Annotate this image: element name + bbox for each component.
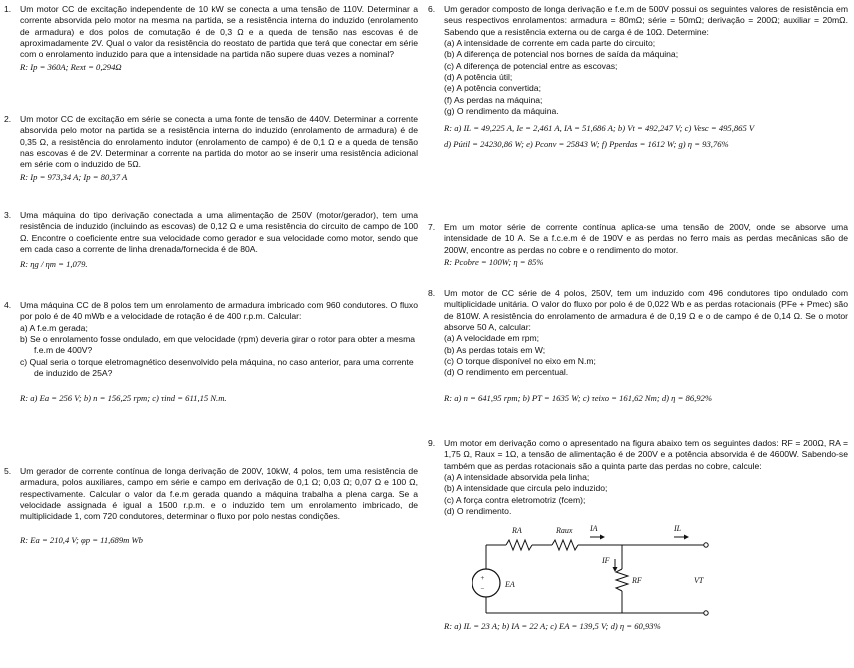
- list-item: (a) A intensidade de corrente em cada parte do circuito;: [444, 38, 656, 49]
- list-item: a) A f.e.m gerada;: [20, 322, 88, 333]
- problem-answer: R: Pcobre = 100W; η = 85%: [444, 257, 544, 268]
- problem-number: 4.: [4, 300, 12, 310]
- label-vt: VT: [694, 576, 704, 586]
- armature-generator-symbol: [472, 569, 500, 597]
- arrowhead: [684, 535, 689, 540]
- list-item: (d) O rendimento em percentual.: [444, 367, 569, 378]
- resistor-rf: [616, 569, 628, 591]
- label-il: IL: [674, 524, 682, 534]
- problem-answer: R: Ea = 210,4 V; φp = 11,689m Wb: [20, 534, 143, 545]
- list-item: (c) A força contra eletromotriz (fcem);: [444, 494, 586, 505]
- shunt-motor-circuit-diagram: [472, 517, 732, 621]
- problem-items: [20, 323, 418, 380]
- problem-number: 7.: [428, 222, 436, 232]
- problem-answer: R: a) Ea = 256 V; b) n = 156,25 rpm; c) τind = 611,15 N.m.: [20, 393, 227, 404]
- list-item: (e) A potência convertida;: [444, 83, 541, 94]
- problem-8: [428, 288, 848, 404]
- label-ea: EA: [505, 580, 515, 590]
- problem-answer: [444, 123, 848, 150]
- list-item: (c) O torque disponível no eixo em N.m;: [444, 356, 596, 367]
- problem-items: [444, 38, 848, 117]
- problem-number: 6.: [428, 4, 436, 14]
- arrowhead: [600, 535, 605, 540]
- problem-number: 3.: [4, 210, 12, 220]
- problem-text: Uma máquina CC de 8 polos tem um enrolamento de armadura imbricado com 960 condutores. O fluxo por polo é de 40 mWb e a velocidade de rotação é de 400 r.p.m. Calcular:: [20, 300, 418, 322]
- answer-line: R: a) IL = 49,225 A, Ie = 2,461 A, IA = 51,686 A; b) Vt = 492,247 V; c) Vesc = 495,865 V: [444, 123, 755, 134]
- list-item: (g) O rendimento da máquina.: [444, 106, 559, 117]
- problem-number: 1.: [4, 4, 12, 14]
- label-raux: Raux: [556, 526, 573, 536]
- problem-answer: R: Ip = 973,34 A; Ip = 80,37 A: [20, 171, 128, 182]
- problem-text: Um motor CC de excitação independente de 10 kW se conecta a uma tensão de 110V. Determinar a corrente absorvida pelo motor na mesma na partida, se a resistência interna do induzido (enrolamento de armadura) e dos polos de comutação é de 0,3 Ω e a queda de tensão nas escovas é de aproximadamente 2V. Qual o valor da resistência do reostato de partida que terá que conectar em série com o enrolamento induzido para que a intensidade na partida não supere duas vezes a nominal?: [20, 4, 418, 60]
- problem-5: [4, 466, 418, 546]
- list-item: (d) A potência útil;: [444, 72, 513, 83]
- problem-items: [444, 333, 848, 378]
- svg-text:−: −: [480, 585, 485, 594]
- label-ia: IA: [590, 524, 598, 534]
- terminal-top: [704, 543, 708, 547]
- answer-line: d) Pútil = 24230,86 W; e) Pconv = 25843 W; f) Pperdas = 1612 W; g) η = 93,76%: [444, 138, 729, 149]
- problem-7: [428, 222, 848, 268]
- list-item: (a) A intensidade absorvida pela linha;: [444, 472, 590, 483]
- problem-text: Um gerador composto de longa derivação e f.e.m de 500V possui os seguintes valores de resistência em seus respectivos enrolamentos: armadura = 80mΩ; série = 50mΩ; derivação = 200Ω; auxiliar = 20mΩ. Sabendo que a resistência externa ou de carga é de 10Ω. Determine:: [444, 4, 848, 37]
- problem-number: 9.: [428, 438, 436, 448]
- list-item: (f) As perdas na máquina;: [444, 94, 543, 105]
- list-item: (a) A velocidade em rpm;: [444, 333, 540, 344]
- problem-text: Um gerador de corrente contínua de longa derivação de 200V, 10kW, 4 polos, tem uma resistência de armadura, polos auxiliares, campo em série e campo em derivação de 0,1 Ω; 0,03 Ω; 0,07 Ω e 100 Ω, respectivamente. Calcular o valor da f.e.m gerada quando a máquina trabalha a plena carga. Se a velocidade assignada é igual a 1500 r.p.m. e o induzido tem um enrolamento imbricado, de multiplicidade 1, com 720 condutores, determinar o fluxo por polo nestas condições.: [20, 466, 418, 522]
- problem-text: Um motor em derivação como o apresentado na figura abaixo tem os seguintes dados: RF = 200Ω, RA = 1,75 Ω, Raux = 1Ω, a tensão de alimentação é de 200V e a potência absorvida é de 4600W. Sabendo-se também que as perdas rotacionais são a quinta parte das perdas no cobre, calcule:: [444, 438, 848, 471]
- problem-text: Um motor de CC série de 4 polos, 250V, tem um induzido com 496 condutores tipo ondulado com multiplicidade unitária. O valor do fluxo por polo é de 0,022 Wb e as perdas rotacionais (PFe + Pmec) são de 810W. A resistência do enrolamento de armadura é de 0,19 Ω e o de campo é de 0,14 Ω. Se o motor absorve 50 A, calcular:: [444, 288, 848, 333]
- resistor-ra: [506, 540, 532, 550]
- problem-answer: R: a) IL = 23 A; b) IA = 22 A; c) EA = 139,5 V; d) η = 60,93%: [444, 621, 661, 632]
- problem-number: 5.: [4, 466, 12, 476]
- problem-answer: R: Ip = 360A; Rext = 0,294Ω: [20, 61, 122, 72]
- armature-icon: [472, 569, 500, 597]
- list-item: (b) As perdas totais em W;: [444, 344, 546, 355]
- problem-answer: R: ηg / ηm = 1,079.: [20, 259, 88, 270]
- label-ra: RA: [512, 526, 522, 536]
- list-item: c) Qual seria o torque eletromagnético desenvolvido pela máquina, no caso anterior, para uma corrente de induzido de 25A?: [20, 356, 414, 379]
- problem-1: [4, 4, 418, 73]
- problem-9: [428, 438, 848, 633]
- problem-text: Uma máquina do tipo derivação conectada a uma alimentação de 250V (motor/gerador), tem uma resistência de induzido (incluindo as escovas) de 0,12 Ω e uma resistência do circuito de campo de 100 Ω. Encontre o coeficiente entre sua velocidade como gerador e sua velocidade como motor, sendo que em cada caso a corrente de linha drenada/fornecida é de 80A.: [20, 210, 418, 255]
- list-item: (d) O rendimento.: [444, 506, 512, 517]
- problem-answer: R: a) n = 641,95 rpm; b) PT = 1635 W; c) τeixo = 161,62 Nm; d) η = 86,92%: [444, 392, 713, 403]
- problem-2: [4, 114, 418, 183]
- list-item: (c) A diferença de potencial entre as escovas;: [444, 60, 618, 71]
- problem-items: [444, 472, 848, 517]
- list-item: (b) A diferença de potencial nos bornes de saída da máquina;: [444, 49, 679, 60]
- label-rf: RF: [632, 576, 642, 586]
- label-if: IF: [602, 556, 610, 566]
- problem-6: [428, 4, 848, 150]
- terminal-bottom: [704, 611, 708, 615]
- problem-3: [4, 210, 418, 271]
- problem-4: [4, 300, 418, 405]
- svg-text:+: +: [480, 574, 485, 583]
- resistor-raux: [552, 540, 578, 550]
- problem-text: Um motor CC de excitação em série se conecta a uma fonte de tensão de 440V. Determinar a corrente absorvida pelo motor na partida se a resistência interna do induzido (enrolamento de armadura) é de 0,35 Ω, a resistência do enrolamento indutor (enrolamento de campo) é de 0,1 Ω e a queda de tensão nas escovas é de 2V. Determinar a corrente na partida do motor ao se inserir uma resistência adicional em série com o induzido de 5Ω.: [20, 114, 418, 170]
- list-item: b) Se o enrolamento fosse ondulado, em que velocidade (rpm) deveria girar o rotor para obter a mesma f.e.m de 400V?: [20, 334, 416, 356]
- list-item: (b) A intensidade que circula pelo induzido;: [444, 483, 608, 494]
- problem-number: 2.: [4, 114, 12, 124]
- problem-text: Em um motor série de corrente contínua aplica-se uma tensão de 200V, onde se absorve uma intensidade de 10 A. Se a f.c.e.m é de 190V e as perdas no ferro mais as perdas mecânicas são de 200W, encontre as perdas no cobre e o rendimento do motor.: [444, 222, 848, 255]
- problem-number: 8.: [428, 288, 436, 298]
